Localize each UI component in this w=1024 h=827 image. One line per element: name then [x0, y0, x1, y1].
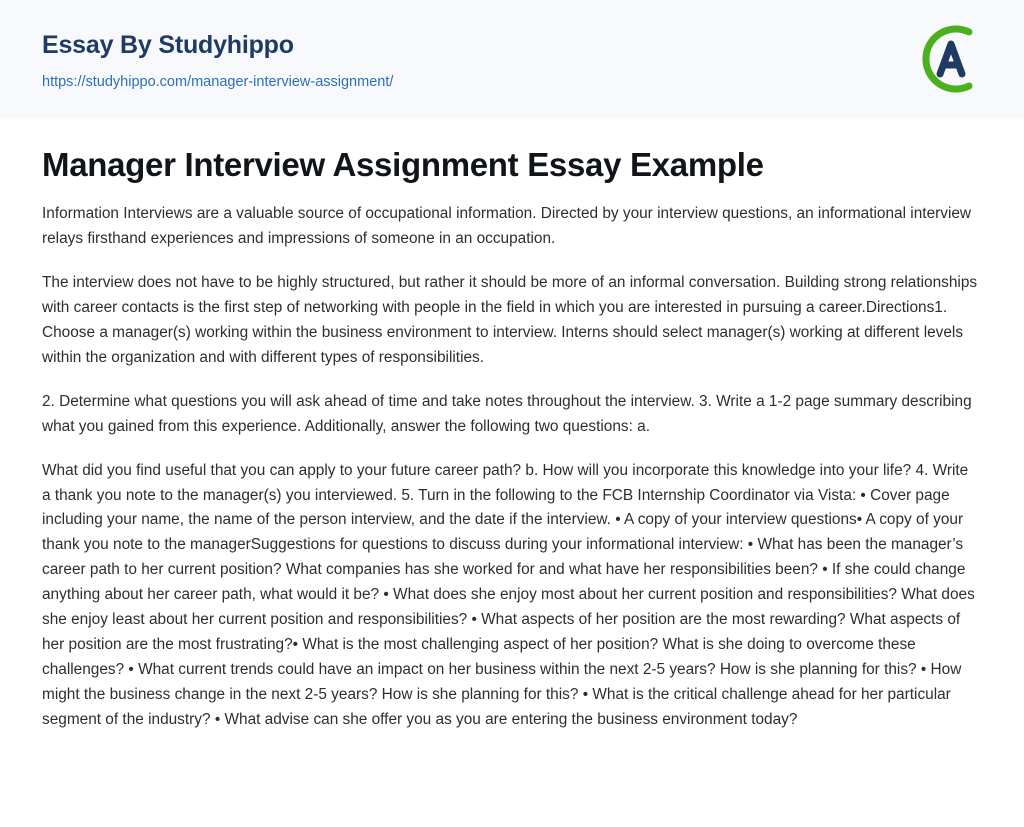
site-brand: Essay By Studyhippo [42, 31, 294, 59]
page-title: Manager Interview Assignment Essay Example [42, 146, 764, 183]
article-paragraph: The interview does not have to be highly structured, but rather it should be more of an informal conversation. Building strong relationships with career contacts is the first step of networking with people in the field in which you are interested in pursuing a career.Directions1. Choose a manager(s) working within the business environment to interview. Interns should select manager(s) working at different levels within the organization and with different types of responsibilities. [42, 273, 978, 366]
article-content [0, 118, 1024, 733]
source-url-link[interactable]: https://studyhippo.com/manager-interview-assignment/ [42, 73, 394, 90]
article-paragraph: What did you find useful that you can apply to your future career path? b. How will you incorporate this knowledge into your life? 4. Write a thank you note to the manager(s) you interviewed. 5. Turn in the following to the FCB Internship Coordinator via Vista: • Cover page including your name, the name of the person interview, and the date if the interview. • A copy of your interview questions• A copy of your thank you note to the managerSuggestions for questions to discuss during your informational interview: • What has been the manager’s career path to her current position? What companies has she worked for and what have her responsibilities been? • If she could change anything about her career path, what would it be? • What does she enjoy most about her current position and responsibilities? What does she enjoy least about her current position and responsibilities? • What aspects of her position are the most rewarding? What aspects of her position are the most frustrating?• What is the most challenging aspect of her position? What is she doing to overcome these challenges? • What current trends could have an impact on her business within the next 2-5 years? How is she planning for this? • How might the business change in the next 2-5 years? How is she planning for this? • What is the critical challenge ahead for her particular segment of the industry? • What advise can she offer you as you are entering the business environment today? [42, 461, 975, 729]
article-paragraph: 2. Determine what questions you will ask ahead of time and take notes throughout the interview. 3. Write a 1-2 page summary describing what you gained from this experience. Additionally, answer the following two questions: a. [42, 392, 972, 435]
site-header [0, 0, 1024, 118]
letter-a-arc-logo-icon [914, 22, 988, 96]
article-paragraph: Information Interviews are a valuable source of occupational information. Directed by your interview questions, an informational interview relays firsthand experiences and impressions of someone in an occupation. [42, 204, 972, 247]
